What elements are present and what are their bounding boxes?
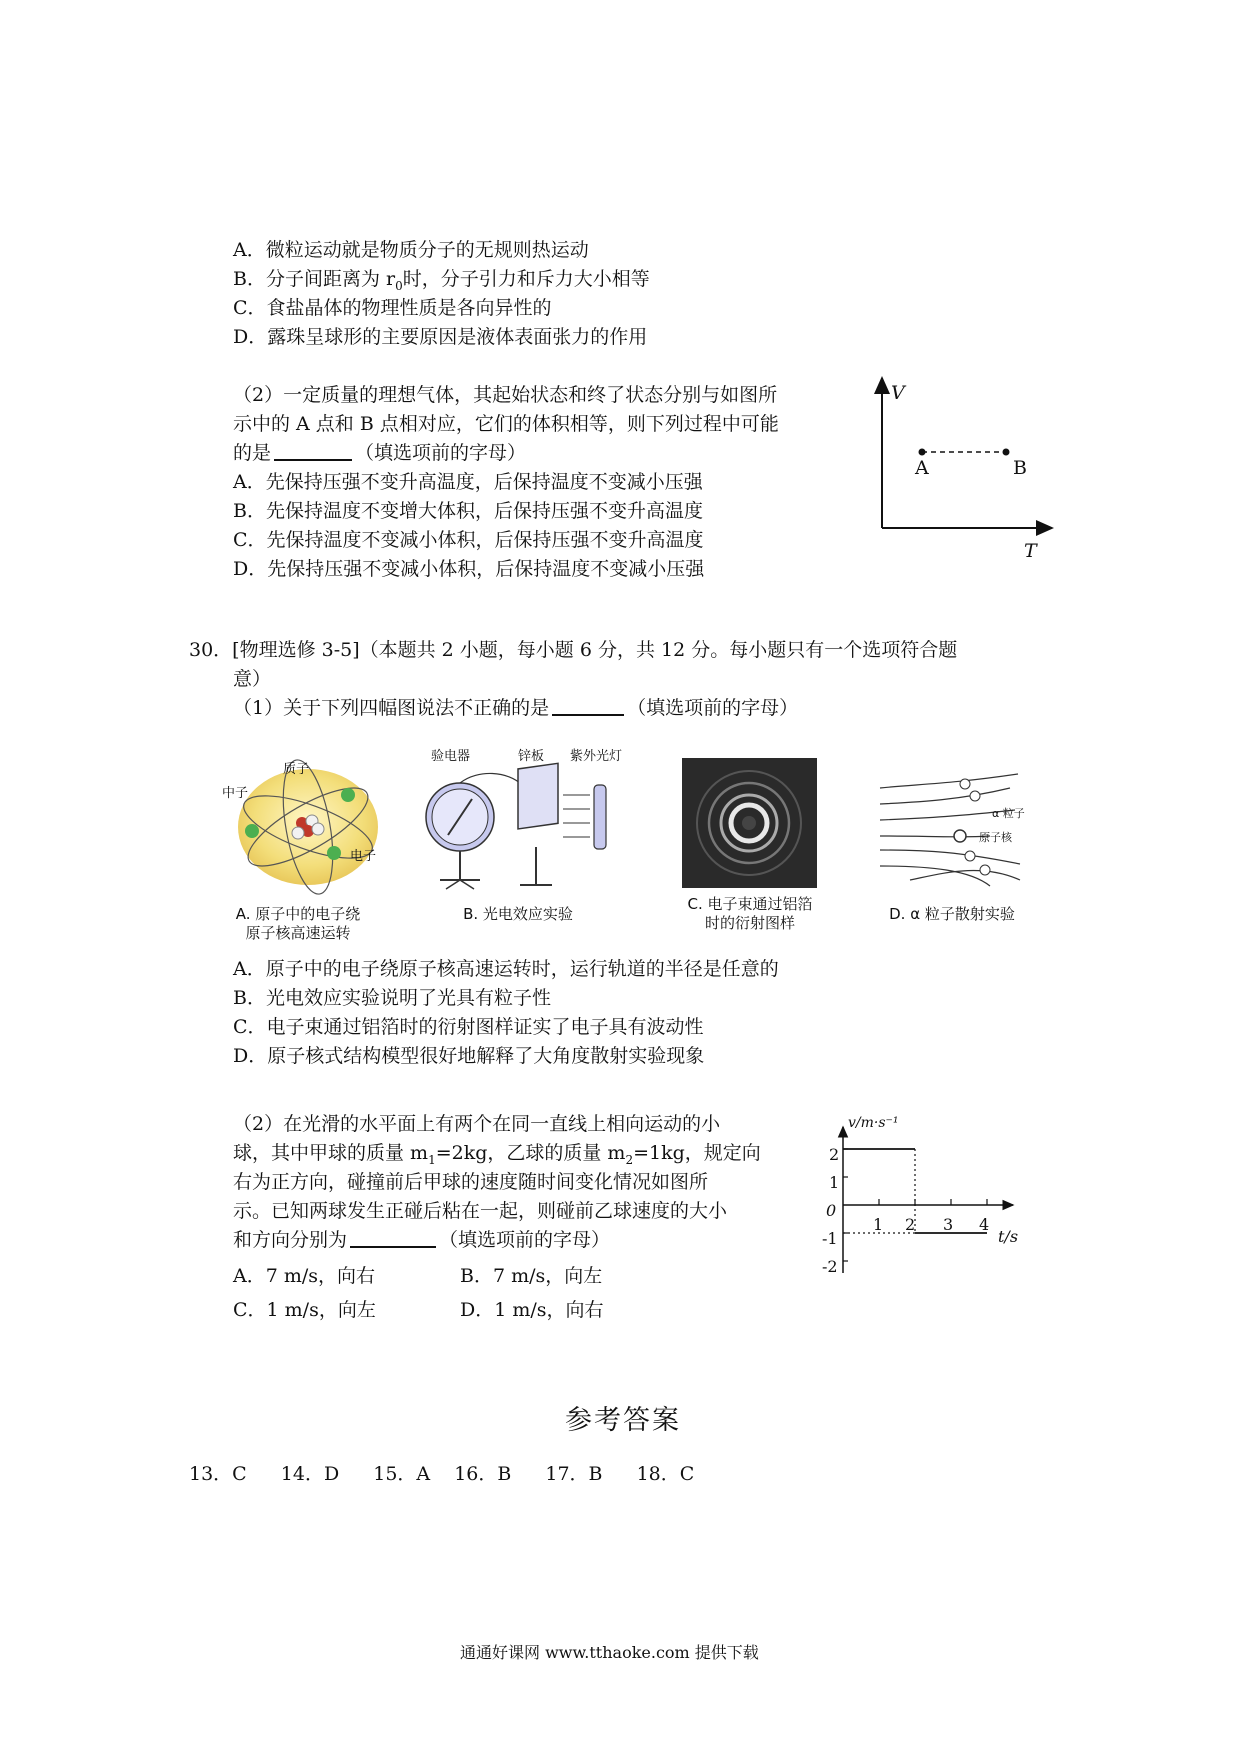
alpha-particle-label: α 粒子 (992, 807, 1025, 820)
option-a: A．微粒运动就是物质分子的无规则热运动 (233, 239, 589, 261)
option-d: D．先保持压强不变减小体积，后保持温度不变减小压强 (233, 558, 705, 580)
atom-diagram (230, 765, 380, 890)
electroscope-label: 验电器 (431, 749, 471, 764)
page-footer: 通通好课网 www.tthaoke.com 提供下载 (460, 1643, 759, 1662)
question-stem: 右为正方向，碰撞前后甲球的速度随时间变化情况如图所 (233, 1171, 709, 1193)
photoelectric-diagram (418, 765, 618, 895)
answer-item: 17．B (545, 1463, 603, 1485)
x-tick-label: 1 (873, 1215, 884, 1234)
uv-lamp-label: 紫外光灯 (570, 749, 623, 764)
question-stem: 和方向分别为 （填选项前的字母） (233, 1229, 611, 1251)
question-header: 意） (233, 668, 272, 690)
answer-title: 参考答案 (565, 1405, 681, 1436)
question-stem: （2）在光滑的水平面上有两个在同一直线上相向运动的小 (233, 1113, 721, 1135)
option-a: A．原子中的电子绕原子核高速运转时，运行轨道的半径是任意的 (233, 958, 779, 980)
point-b (1003, 449, 1010, 456)
answer-item: 15．A (373, 1463, 431, 1485)
answer-list (189, 1460, 694, 1488)
question-stem: 示。已知两球发生正碰后粘在一起，则碰前乙球速度的大小 (233, 1200, 728, 1222)
electron-label: 电子 (350, 849, 377, 864)
answer-blank[interactable] (274, 441, 352, 461)
y-tick-label: -2 (822, 1257, 838, 1276)
option-d: D．露珠呈球形的主要原因是液体表面张力的作用 (233, 326, 648, 348)
answer-item: 18．C (636, 1463, 695, 1485)
option-c: C．1 m/s，向左 (233, 1299, 376, 1321)
answer-item: 13．C (189, 1463, 247, 1485)
answer-item: 14．D (280, 1463, 340, 1485)
option-d: D．原子核式结构模型很好地解释了大角度散射实验现象 (233, 1045, 705, 1067)
option-a: A．7 m/s，向右 (233, 1265, 376, 1287)
option-c: C．食盐晶体的物理性质是各向异性的 (233, 297, 552, 319)
point-a (919, 449, 926, 456)
question-stem: （2）一定质量的理想气体，其起始状态和终了状态分别与如图所 (233, 384, 778, 406)
option-b: B．分子间距离为 $r_0$时，分子引力和斥力大小相等 (233, 268, 650, 293)
y-tick-label: 1 (829, 1173, 840, 1192)
x-tick-label: 3 (943, 1215, 954, 1234)
option-c: C．先保持温度不变减小体积，后保持压强不变升高温度 (233, 529, 704, 551)
question-header: 30．[物理选修 3-5]（本题共 2 小题，每小题 6 分，共 12 分。每小题只有一个选项符合题 (189, 639, 958, 661)
x-axis-label: t/s (998, 1227, 1019, 1246)
figure-d-caption: D. α 粒子散射实验 (889, 905, 1015, 923)
y-tick-label: -1 (822, 1229, 838, 1248)
option-a: A．先保持压强不变升高温度，后保持温度不变减小压强 (233, 471, 703, 493)
y-tick-label: 2 (829, 1145, 840, 1164)
question-stem: 示中的 A 点和 B 点相对应，它们的体积相等，则下列过程中可能 (233, 413, 779, 435)
nucleus-label: 原子核 (979, 831, 1012, 844)
option-c: C．电子束通过铝箔时的衍射图样证实了电子具有波动性 (233, 1016, 704, 1038)
diffraction-pattern (682, 758, 817, 888)
x-tick-label: 2 (905, 1215, 916, 1234)
figure-a-caption: A. 原子中的电子绕 原子核高速运转 (235, 905, 361, 942)
point-a-label: A (915, 457, 929, 479)
answer-blank[interactable] (552, 696, 624, 716)
vt-chart-svg (815, 1110, 1005, 1300)
figure-c-caption: C. 电子束通过铝箔 时的衍射图样 (687, 895, 813, 932)
option-d: D．1 m/s，向右 (460, 1299, 604, 1321)
y-tick-label: 0 (826, 1201, 837, 1220)
option-b: B．光电效应实验说明了光具有粒子性 (233, 987, 551, 1009)
neutron-label: 中子 (222, 786, 249, 801)
question-stem: 球，其中甲球的质量 $m_1=2kg$，乙球的质量 $m_2=1kg$，规定向 (233, 1142, 761, 1167)
option-b: B．先保持温度不变增大体积，后保持压强不变升高温度 (233, 500, 703, 522)
proton-label: 质子 (283, 762, 310, 777)
x-tick-label: 4 (979, 1215, 990, 1234)
option-b: B．7 m/s，向左 (460, 1265, 603, 1287)
zinc-plate-label: 锌板 (518, 749, 545, 764)
answer-blank[interactable] (350, 1228, 436, 1248)
point-b-label: B (1013, 457, 1027, 479)
answer-item: 16．B (454, 1463, 512, 1485)
t-axis-label: T (1024, 540, 1037, 562)
v-axis-label: V (891, 382, 905, 404)
figure-b-caption: B. 光电效应实验 (463, 905, 573, 923)
question-stem: （1）关于下列四幅图说法不正确的是 （填选项前的字母） (233, 697, 799, 719)
y-axis-label: v/m·s⁻¹ (848, 1115, 899, 1131)
question-stem: 的是 （填选项前的字母） (233, 442, 527, 464)
